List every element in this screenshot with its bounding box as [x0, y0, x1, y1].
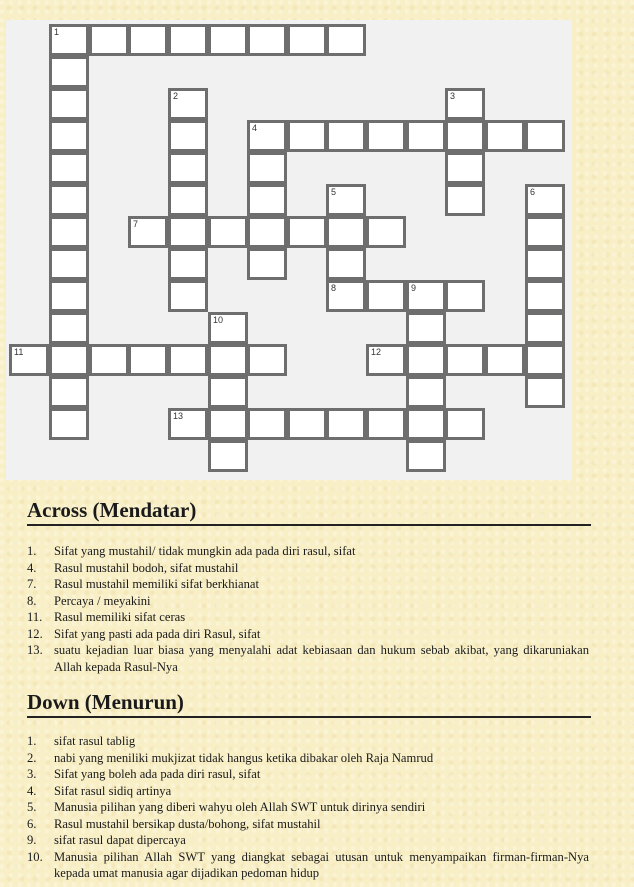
grid-cell[interactable]: [89, 24, 129, 56]
clue-index: 5.: [27, 800, 37, 814]
clue-index: 11.: [27, 610, 43, 624]
clue-text: Sifat yang mustahil/ tidak mungkin ada pada diri rasul, sifat: [54, 544, 356, 558]
down-heading: Down (Menurun): [27, 690, 184, 714]
clue-index: 8.: [27, 593, 37, 608]
grid-cell[interactable]: [168, 408, 208, 440]
clue-index: 2.: [27, 750, 37, 765]
grid-cell[interactable]: [485, 120, 525, 152]
grid-cell[interactable]: [445, 408, 485, 440]
clue-number: 11: [14, 347, 24, 357]
grid-cell[interactable]: [326, 248, 366, 280]
grid-cell[interactable]: [406, 280, 446, 312]
grid-cell[interactable]: [168, 184, 208, 216]
clue-text: sifat rasul dapat dipercaya: [54, 833, 186, 847]
grid-cell[interactable]: [247, 184, 287, 216]
clue-index: 1.: [27, 734, 37, 748]
clue-text: nabi yang meniliki mukjizat tidak hangus ketika dibakar oleh Raja Namrud: [54, 750, 434, 765]
across-clue: [27, 543, 589, 560]
grid-cell[interactable]: [525, 344, 565, 376]
clue-number: 7: [133, 219, 139, 229]
grid-cell[interactable]: [326, 280, 366, 312]
clue-text: Rasul memiliki sifat ceras: [54, 610, 186, 624]
grid-cell[interactable]: [208, 344, 248, 376]
grid-cell[interactable]: [89, 344, 129, 376]
down-clue: [27, 783, 589, 800]
across-clue: [27, 593, 589, 610]
clue-number: 5: [331, 187, 337, 197]
down-clue: [27, 849, 589, 882]
clue-text: Sifat rasul sidiq artinya: [54, 783, 172, 798]
clue-text: Percaya / meyakini: [54, 593, 151, 608]
grid-cell[interactable]: [406, 120, 446, 152]
clue-number: 12: [371, 347, 382, 357]
clue-number: 10: [213, 315, 224, 325]
grid-cell[interactable]: [208, 408, 248, 440]
across-clue: [27, 642, 589, 675]
grid-cell[interactable]: [49, 344, 89, 376]
clue-number: 4: [252, 123, 258, 133]
grid-cell[interactable]: [326, 408, 366, 440]
clue-text: sifat rasul tablig: [54, 734, 136, 748]
grid-cell[interactable]: [128, 216, 168, 248]
grid-cell[interactable]: [168, 280, 208, 312]
grid-cell[interactable]: [49, 24, 89, 56]
grid-cell[interactable]: [49, 408, 89, 440]
clue-index: 1.: [27, 544, 37, 558]
across-clue: [27, 560, 589, 577]
clue-number: 6: [530, 187, 536, 197]
grid-cell[interactable]: [445, 120, 485, 152]
grid-cell[interactable]: [406, 344, 446, 376]
grid-cell[interactable]: [168, 152, 208, 184]
clue-index: 3.: [27, 767, 37, 781]
grid-cell[interactable]: [525, 280, 565, 312]
clue-text: suatu kejadian luar biasa yang menyalahi adat kebiasaan dan hukum sebab akibat, yang dikaruniakan Allah kepada Rasul-Nya: [54, 643, 589, 674]
clue-index: 4.: [27, 560, 37, 575]
down-clue: [27, 816, 589, 833]
clue-number: 3: [450, 91, 456, 101]
grid-cell[interactable]: [128, 344, 168, 376]
grid-cell[interactable]: [208, 24, 248, 56]
grid-cell[interactable]: [208, 216, 248, 248]
down-clue: [27, 733, 589, 750]
down-divider: [27, 716, 591, 718]
grid-cell[interactable]: [326, 120, 366, 152]
grid-cell[interactable]: [9, 344, 49, 376]
clue-index: 6.: [27, 816, 37, 831]
clue-index: 13.: [27, 643, 43, 657]
grid-cell[interactable]: [247, 408, 287, 440]
across-clue-list: [27, 543, 589, 675]
grid-cell[interactable]: [525, 248, 565, 280]
clue-text: Manusia pilihan yang diberi wahyu oleh Allah SWT untuk dirinya sendiri: [54, 800, 426, 814]
grid-cell[interactable]: [326, 24, 366, 56]
grid-cell[interactable]: [247, 120, 287, 152]
crossword-puzzle: [6, 20, 572, 480]
down-clue: [27, 832, 589, 849]
grid-cell[interactable]: [168, 88, 208, 120]
grid-cell[interactable]: [525, 312, 565, 344]
clue-number: 8: [331, 283, 337, 293]
clue-number: 13: [173, 411, 184, 421]
clue-text: Rasul mustahil bersikap dusta/bohong, sifat mustahil: [54, 816, 321, 831]
grid-cell[interactable]: [287, 24, 327, 56]
down-clue: [27, 799, 589, 816]
grid-cell[interactable]: [445, 88, 485, 120]
grid-cell[interactable]: [247, 152, 287, 184]
grid-cell[interactable]: [247, 216, 287, 248]
down-clue: [27, 750, 589, 767]
grid-cell[interactable]: [168, 216, 208, 248]
grid-cell[interactable]: [49, 376, 89, 408]
grid-cell[interactable]: [287, 408, 327, 440]
grid-cell[interactable]: [49, 216, 89, 248]
grid-cell[interactable]: [49, 280, 89, 312]
grid-cell[interactable]: [208, 376, 248, 408]
clue-number: 1: [54, 27, 60, 37]
clue-index: 12.: [27, 626, 43, 641]
grid-cell[interactable]: [525, 120, 565, 152]
across-heading: Across (Mendatar): [27, 498, 197, 522]
clue-text: Sifat yang boleh ada pada diri rasul, sifat: [54, 767, 261, 781]
across-clue: [27, 576, 589, 593]
down-clue-list: [27, 733, 589, 882]
clue-index: 10.: [27, 849, 43, 864]
across-divider: [27, 524, 591, 526]
grid-cell[interactable]: [247, 248, 287, 280]
grid-cell[interactable]: [326, 184, 366, 216]
grid-cell[interactable]: [287, 216, 327, 248]
grid-cell[interactable]: [366, 280, 406, 312]
grid-cell[interactable]: [366, 216, 406, 248]
crossword-grid: [6, 20, 572, 480]
grid-cell[interactable]: [49, 184, 89, 216]
grid-cell[interactable]: [208, 312, 248, 344]
grid-cell[interactable]: [287, 120, 327, 152]
grid-cell[interactable]: [49, 120, 89, 152]
grid-cell[interactable]: [208, 440, 248, 472]
grid-cell[interactable]: [366, 408, 406, 440]
down-clue: [27, 766, 589, 783]
grid-cell[interactable]: [445, 184, 485, 216]
grid-cell[interactable]: [525, 216, 565, 248]
grid-cell[interactable]: [406, 312, 446, 344]
grid-cell[interactable]: [406, 408, 446, 440]
clue-number: 9: [411, 283, 417, 293]
grid-cell[interactable]: [168, 248, 208, 280]
grid-cell[interactable]: [168, 344, 208, 376]
grid-cell[interactable]: [49, 248, 89, 280]
clue-index: 7.: [27, 577, 37, 591]
grid-cell[interactable]: [247, 24, 287, 56]
grid-cell[interactable]: [247, 344, 287, 376]
grid-cell[interactable]: [168, 24, 208, 56]
clue-text: Manusia pilihan Allah SWT yang diangkat sebagai utusan untuk menyampaikan firman-firman-Nya kepada umat manusia agar dijadikan pedoman hidup: [54, 849, 589, 880]
grid-cell[interactable]: [406, 440, 446, 472]
grid-cell[interactable]: [326, 216, 366, 248]
grid-cell[interactable]: [485, 344, 525, 376]
clue-index: 4.: [27, 783, 37, 798]
grid-cell[interactable]: [366, 344, 406, 376]
grid-cell[interactable]: [49, 56, 89, 88]
clue-text: Rasul mustahil bodoh, sifat mustahil: [54, 560, 239, 575]
clue-text: Rasul mustahil memiliki sifat berkhianat: [54, 577, 259, 591]
grid-cell[interactable]: [525, 184, 565, 216]
clue-number: 2: [173, 91, 179, 101]
clue-text: Sifat yang pasti ada pada diri Rasul, sifat: [54, 626, 261, 641]
grid-cell[interactable]: [49, 312, 89, 344]
grid-cell[interactable]: [445, 280, 485, 312]
across-clue: [27, 609, 589, 626]
grid-cell[interactable]: [406, 376, 446, 408]
clue-index: 9.: [27, 833, 37, 847]
grid-cell[interactable]: [525, 376, 565, 408]
grid-cell[interactable]: [366, 120, 406, 152]
across-clue: [27, 626, 589, 643]
grid-cell[interactable]: [445, 152, 485, 184]
grid-cell[interactable]: [168, 120, 208, 152]
grid-cell[interactable]: [49, 88, 89, 120]
grid-cell[interactable]: [445, 344, 485, 376]
grid-cell[interactable]: [49, 152, 89, 184]
grid-cell[interactable]: [128, 24, 168, 56]
